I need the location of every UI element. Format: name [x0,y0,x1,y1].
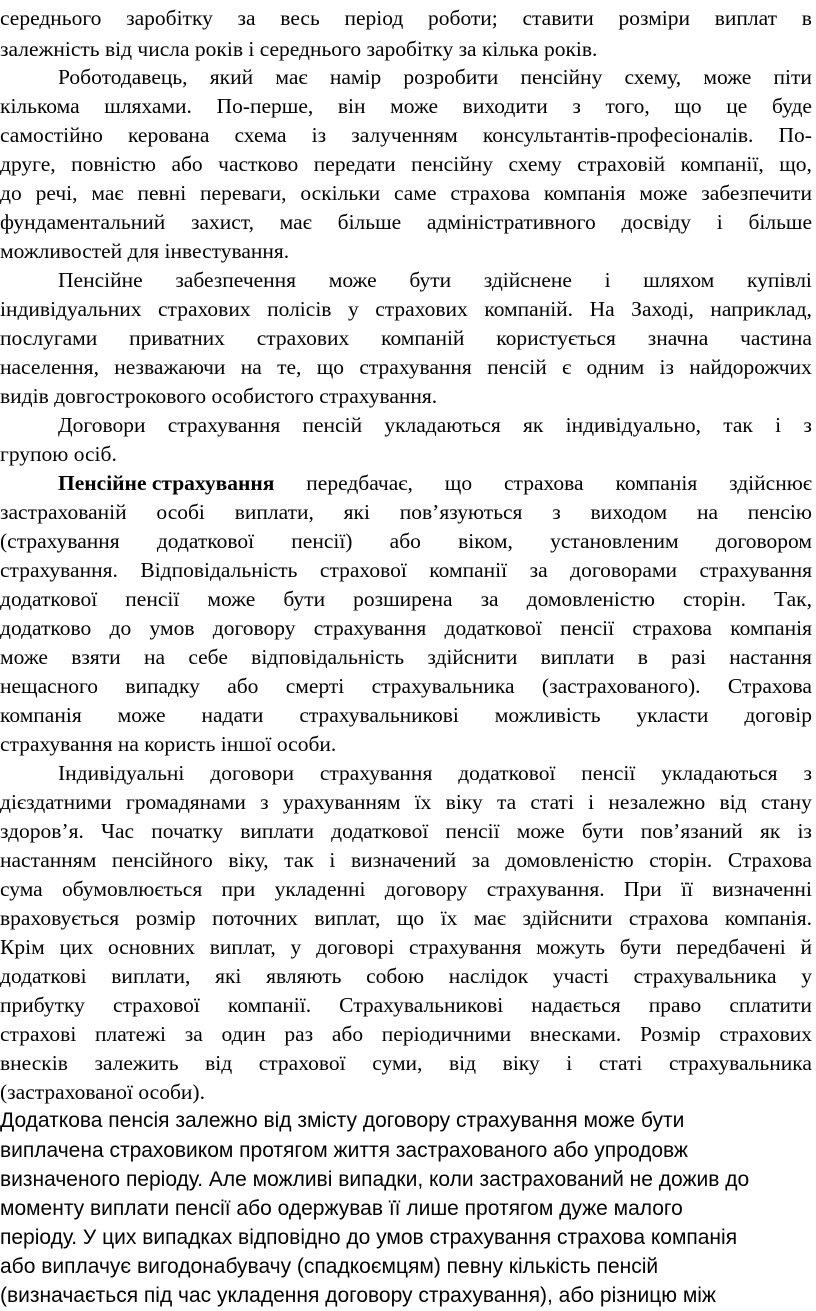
text-line: страхування на користь іншої особи. [0,732,337,756]
text-line: фундаментальний захист, має більше адміністративного досвіду і більше [0,210,812,234]
text-line: додатково до умов договору страхування додаткової пенсії страхова компанія [0,616,812,640]
text-line: до речі, має певні переваги, оскільки саме страхова компанія може забезпечити [0,181,812,205]
text-line: або виплачує вигодонабувачу (спадкоємцям) певну кількість пенсій [0,1255,659,1278]
text-line: застрахованій особі виплати, які пов’язуються з виходом на пенсію [0,500,812,524]
text-line: враховується розмір поточних виплат, що їх має здійснити страхова компанія. [0,906,812,930]
text-line: Індивідуальні договори страхування додаткової пенсії укладаються з [58,761,812,785]
text-line: можливостей для інвестування. [0,239,290,263]
text-line: (страхування додаткової пенсії) або віком, установленим договором [0,529,812,553]
text-line: здоров’я. Час початку виплати додаткової пенсії може бути пов’язаний як із [0,819,812,843]
text-line: послугами приватних страхових компаній користується значна частина [0,326,812,350]
text-line: індивідуальних страхових полісів у страхових компаній. На Заході, наприклад, [0,297,812,321]
text-line: Додаткова пенсія залежно від змісту договору страхування може бути [0,1109,685,1132]
text-line: групою осіб. [0,442,117,466]
text-line: Пенсійне страхування передбачає, що страхова компанія здійснює [58,468,812,498]
text-line: Пенсійне забезпечення може бути здійснене і шляхом купівлі [58,268,812,292]
text-line: додаткової пенсії може бути розширена за домовленістю сторін. Так, [0,587,812,611]
text-line: дієздатними громадянами з урахуванням їх віку та статі і незалежно від стану [0,790,812,814]
text-line: Крім цих основних виплат, у договорі страхування можуть бути передбачені й [0,935,812,959]
text-line: моменту виплати пенсії або одержував її лише протягом дуже малого [0,1197,683,1220]
text-line: може взяти на себе відповідальність здійснити виплати в разі настання [0,645,812,669]
text-line: Роботодавець, який має намір розробити пенсійну схему, може піти [58,65,812,89]
text-line: виплачена страховиком протягом життя застрахованого або упродовж [0,1139,688,1162]
text-line: додаткові виплати, які являють собою наслідок участі страхувальника у [0,964,812,988]
text-line: прибутку страхової компанії. Страхувальникові надається право сплатити [0,993,812,1017]
text-line: компанія може надати страхувальникові можливість укласти договір [0,703,812,727]
text-line: визначеного періоду. Але можливі випадки, коли застрахований не дожив до [0,1168,750,1191]
text-line: настанням пенсійного віку, так і визначений за домовленістю сторін. Страхова [0,848,812,872]
text-line: періоду. У цих випадках відповідно до умов страхування страхова компанія [0,1226,738,1249]
text-line: (визначається під час укладення договору страхування), або різницю між [0,1284,716,1307]
text-line: населення, незважаючи на те, що страхування пенсій є одним із найдорожчих [0,355,812,379]
text-line: нещасного випадку або смерті страхувальника (застрахованого). Страхова [0,674,812,698]
text-line: страхування. Відповідальність страхової компанії за договорами страхування [0,558,812,582]
text-line: друге, повністю або частково передати пенсійну схему страховій компанії, що, [0,152,812,176]
text-line: видів довгострокового особистого страхування. [0,384,438,408]
text-line: страхові платежі за один раз або періодичними внесками. Розмір страхових [0,1022,812,1046]
text-line: (застрахованої особи). [0,1080,205,1104]
text-line: сума обумовлюється при укладенні договору страхування. При її визначенні [0,877,812,901]
bold-term: Пенсійне страхування [58,471,275,495]
text-line: внесків залежить від страхової суми, від віку і статі страхувальника [0,1051,812,1075]
text-line: залежність від числа років і середнього заробітку за кілька років. [0,37,598,61]
text-line: Договори страхування пенсій укладаються як індивідуально, так і з [58,413,812,437]
text-line: кількома шляхами. По-перше, він може виходити з того, що це буде [0,94,812,118]
text-line: середнього заробітку за весь період роботи; ставити розміри виплат в [0,6,812,30]
text-line: самостійно керована схема із залученням консультантів-професіоналів. По- [0,123,812,147]
